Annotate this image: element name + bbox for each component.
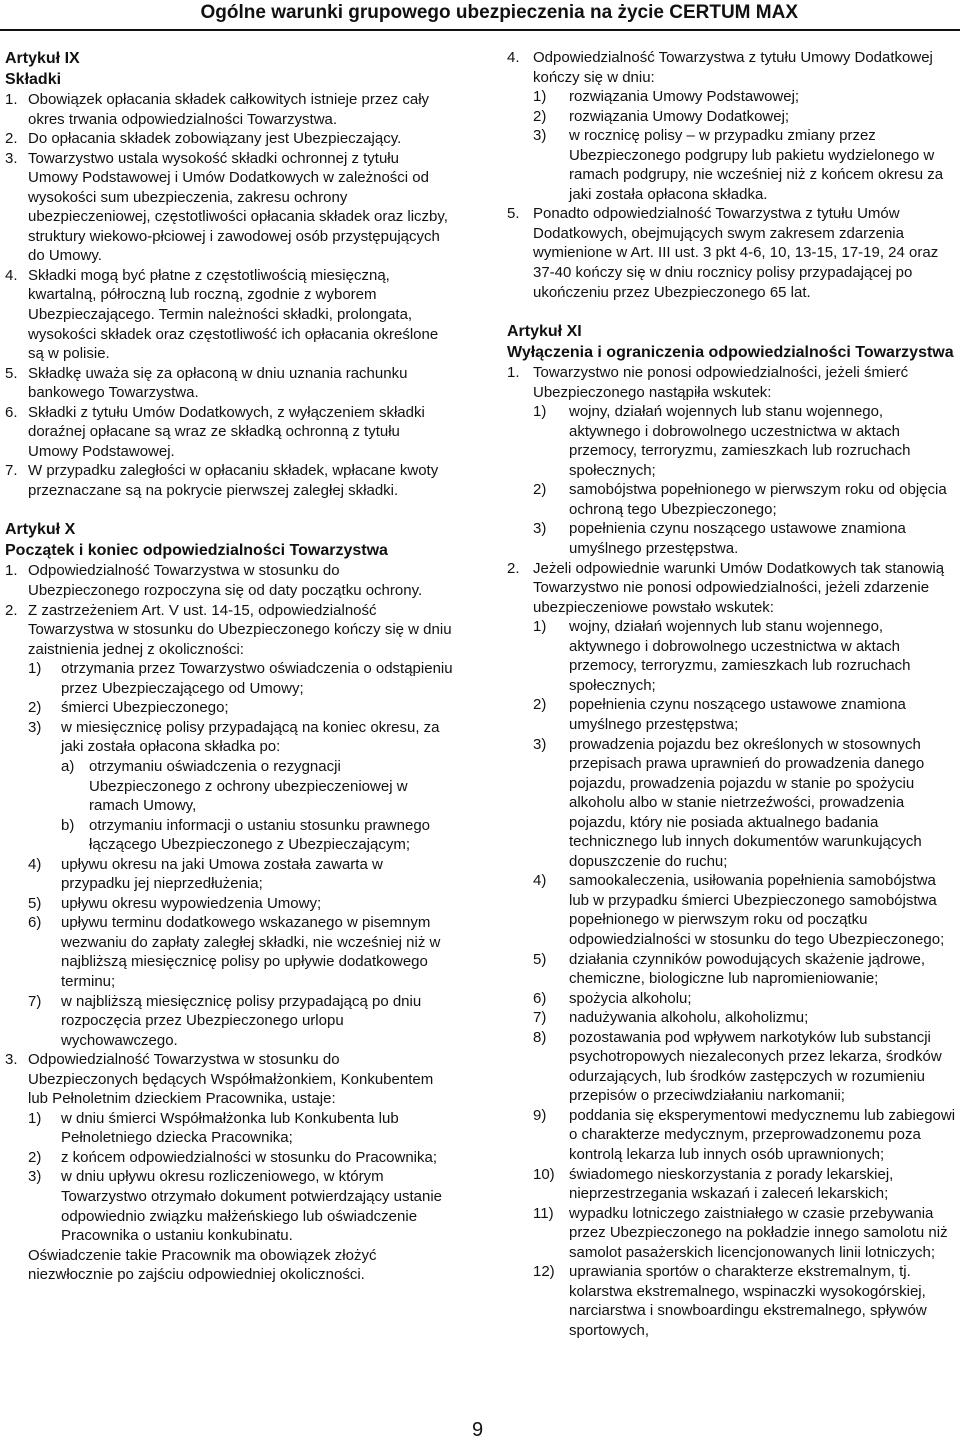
sub-item-number: 1) <box>28 660 42 678</box>
sub-item-number: 5) <box>533 950 547 968</box>
item-text: Składki z tytułu Umów Dodatkowych, z wyłączeniem składki doraźnej opłacane są wraz ze składką ochronną z tytułu Umowy Podstawowej. <box>28 403 425 460</box>
document-title: Ogólne warunki grupowego ubezpieczenia na życie CERTUM MAX <box>200 2 798 23</box>
left-column <box>5 48 453 1285</box>
sub-item-number: 12) <box>533 1263 555 1281</box>
article-9-subheading: Składki <box>5 71 62 88</box>
list-item <box>5 1050 453 1109</box>
sub-item-number: 11) <box>533 1204 554 1222</box>
sub-item-text: rozwiązania Umowy Dodatkowej; <box>569 107 790 125</box>
sub-item <box>507 617 956 695</box>
sub-item-text: działania czynników powodujących skażenie jądrowe, chemiczne, biologiczne lub napromieniowanie; <box>569 950 926 988</box>
sub-item <box>507 1106 956 1165</box>
page-header <box>0 0 960 30</box>
sub-item <box>507 735 956 872</box>
item-number: 4. <box>507 49 520 66</box>
sub-item <box>507 950 956 989</box>
sub-item-number: 2) <box>28 1148 42 1166</box>
sub-item <box>507 1165 956 1204</box>
sub-item-number: 3) <box>533 127 547 145</box>
item-number: 2. <box>5 601 18 619</box>
list-item <box>5 364 453 403</box>
item-text: Składkę uważa się za opłaconą w dniu uznania rachunku bankowego Towarzystwa. <box>28 364 408 402</box>
sub-item-number: 9) <box>533 1106 547 1124</box>
list-item <box>5 90 453 129</box>
sub-item-text: w najbliższą miesięcznicę polisy przypadającą po dniu rozpoczęcia przez Ubezpieczonego urlopu wychowawczego. <box>61 992 422 1049</box>
sub-item-text: samookaleczenia, usiłowania popełnienia samobójstwa lub w przypadku śmierci Ubezpieczonego samobójstwa popełnionego w pierwszym roku od początku odpowiedzialności w stosunku do tego Ubezpieczonego; <box>569 872 945 948</box>
sub-item <box>5 1148 453 1168</box>
item-text: Do opłacania składek zobowiązany jest Ubezpieczający. <box>28 130 402 148</box>
item-number: 1. <box>5 91 18 108</box>
sub-item-number: 3) <box>533 735 547 753</box>
list-item <box>507 363 956 402</box>
item-number: 2. <box>5 130 18 148</box>
sub-item-number: 7) <box>28 992 42 1010</box>
sub-item <box>507 1204 956 1263</box>
item-text: Składki mogą być płatne z częstotliwością miesięczną, kwartalną, półroczną lub roczną, zgodnie z wyborem Ubezpieczającego. Termin należności składki, prolongata, wysokości składek oraz częstotliwość ich opłacania określone są w polisie. <box>28 266 439 363</box>
sub-sub-item-text: otrzymaniu oświadczenia o rezygnacji Ubezpieczonego z ochrony ubezpieczeniowej w ramach Umowy, <box>89 757 408 815</box>
sub-item <box>5 718 453 757</box>
sub-item-text: poddania się eksperymentowi medycznemu lub zabiegowi o charakterze medycznym, przeprowadzonemu poza kontrolą lekarza lub innych osób uprawnionych; <box>569 1106 956 1163</box>
sub-item-text: śmierci Ubezpieczonego; <box>61 699 229 717</box>
sub-sub-item-letter: a) <box>61 757 75 775</box>
item-number: 3. <box>5 149 18 167</box>
sub-item-text: w dniu śmierci Współmałżonka lub Konkubenta lub Pełnoletniego dziecka Pracownika; <box>61 1109 399 1147</box>
sub-item-text: nadużywania alkoholu, alkoholizmu; <box>569 1009 809 1027</box>
item-number: 1. <box>5 562 18 580</box>
sub-item-number: 1) <box>533 403 547 421</box>
sub-item-text: uprawiania sportów o charakterze ekstremalnym, tj. kolarstwa ekstremalnego, wspinaczki wysokogórskiej, narciarstwa i snowboardingu ekstremalnego, spływów sportowych, <box>569 1263 927 1339</box>
item-number: 6. <box>5 403 18 421</box>
sub-item <box>507 519 956 558</box>
sub-item-number: 3) <box>533 520 547 538</box>
list-item <box>5 149 453 266</box>
sub-item-text: prowadzenia pojazdu bez określonych w stosownych przepisach prawa uprawnień do prowadzenia danego pojazdu, prowadzenia pojazdu w stanie po spożyciu alkoholu albo w stanie nietrzeźwości, prowadzenia pojazdu, który nie posiada aktualnego badania technicznego lub innych dokumentów warunkujących dopuszczenie do ruchu; <box>569 735 925 870</box>
item-text: Odpowiedzialność Towarzystwa w stosunku do Ubezpieczonego rozpoczyna się od daty początku ochrony. <box>28 562 423 600</box>
item-number: 7. <box>5 462 18 480</box>
article-11-subheading: Wyłączenia i ograniczenia odpowiedzialności Towarzystwa <box>507 344 954 362</box>
sub-item-number: 2) <box>28 699 42 717</box>
sub-sub-item-letter: b) <box>61 816 75 834</box>
sub-item <box>5 913 453 991</box>
sub-item-text: w dniu upływu okresu rozliczeniowego, w którym Towarzystwo otrzymało dokument potwierdzający ustanie odpowiednio związku małżeńskiego lub oświadczenie Pracownika o ustaniu konkubinatu. <box>61 1168 442 1245</box>
sub-item-number: 10) <box>533 1165 555 1183</box>
sub-item <box>507 989 956 1009</box>
header-rule <box>0 29 960 31</box>
sub-item-text: pozostawania pod wpływem narkotyków lub substancji psychotropowych niezaleconych przez lekarza, środków odurzających, lub środków zastępczych w rozumieniu przepisów o przeciwdziałaniu narkomanii; <box>569 1028 942 1105</box>
sub-item-number: 5) <box>28 894 42 912</box>
sub-item <box>507 480 956 519</box>
article-11-heading: Artykuł XI <box>507 323 582 341</box>
sub-item <box>5 698 453 718</box>
sub-item <box>5 1167 453 1245</box>
sub-item <box>5 855 453 894</box>
item-text: Odpowiedzialność Towarzystwa z tytułu Umowy Dodatkowej kończy się w dniu: <box>533 49 933 86</box>
sub-item-number: 2) <box>533 696 547 714</box>
item-number: 2. <box>507 559 520 577</box>
sub-item <box>507 871 956 949</box>
sub-item-text: w rocznicę polisy – w przypadku zmiany przez Ubezpieczonego podgrupy lub pakietu wydzielonego w ramach podgrupy, nie wcześniej niż z końcem okresu za jaki została opłacona składka. <box>569 127 944 203</box>
sub-item <box>507 107 956 127</box>
sub-item-number: 6) <box>28 914 42 932</box>
sub-item-text: wypadku lotniczego zaistniałego w czasie przebywania przez Ubezpieczonego na pokładzie innego samolotu niż samolot pasażerskich licencjonowanych linii lotniczych; <box>569 1204 948 1261</box>
right-column <box>507 48 956 1340</box>
item-text: Obowiązek opłacania składek całkowitych istnieje przez cały okres trwania odpowiedzialności Towarzystwa. <box>28 91 430 128</box>
sub-item-number: 1) <box>28 1109 42 1127</box>
item-number: 5. <box>5 364 18 382</box>
list-item <box>5 561 453 600</box>
item-number: 3. <box>5 1051 18 1069</box>
item-text: Odpowiedzialność Towarzystwa w stosunku do Ubezpieczonych będących Współmałżonkiem, Konkubentem lub Pełnoletnim dzieckiem Pracownika, ustaje: <box>28 1051 434 1108</box>
sub-item-text: spożycia alkoholu; <box>569 989 692 1007</box>
item-number: 5. <box>507 205 520 223</box>
item-text: Ponadto odpowiedzialność Towarzystwa z tytułu Umów Dodatkowych, obejmujących swym zakresem zdarzenia wymienione w Art. III ust. 3 pkt 4-6, 10, 13-15, 17-19, 24 oraz 37-40 kończy się w dniu rocznicy polisy przypadającej po ukończeniu przez Ubezpieczonego 65 lat. <box>533 205 939 301</box>
sub-item-text: samobójstwa popełnionego w pierwszym roku od objęcia ochroną tego Ubezpieczonego; <box>569 481 947 518</box>
sub-item <box>507 1028 956 1106</box>
sub-item-text: popełnienia czynu noszącego ustawowe znamiona umyślnego przestępstwa. <box>569 520 906 558</box>
sub-sub-item <box>5 816 453 855</box>
article-9-items <box>5 90 453 500</box>
list-item <box>507 559 956 618</box>
item-text: Towarzystwo nie ponosi odpowiedzialności, jeżeli śmierć Ubezpieczonego nastąpiła wskutek: <box>533 364 909 401</box>
sub-item-number: 4) <box>533 872 547 890</box>
article-9-heading: Artykuł IX <box>5 50 80 67</box>
sub-item <box>5 659 453 698</box>
sub-item-number: 7) <box>533 1009 547 1027</box>
sub-item-text: świadomego nieskorzystania z porady lekarskiej, nieprzestrzegania wskazań i zaleceń lekarskich; <box>569 1165 894 1203</box>
sub-item <box>5 894 453 914</box>
list-item <box>507 48 956 87</box>
sub-item <box>5 1109 453 1148</box>
sub-item-number: 2) <box>533 481 547 499</box>
sub-item <box>5 992 453 1051</box>
sub-sub-item <box>5 757 453 816</box>
list-item <box>507 204 956 302</box>
item-text: Jeżeli odpowiednie warunki Umów Dodatkowych tak stanowią Towarzystwo nie ponosi odpowiedzialności, jeżeli zdarzenie ubezpieczeniowe powstało wskutek: <box>533 559 945 616</box>
sub-item-text: w miesięcznicę polisy przypadającą na koniec okresu, za jaki została opłacona składka po: <box>61 718 440 756</box>
sub-sub-item-text: otrzymaniu informacji o ustaniu stosunku prawnego łączącego Ubezpieczonego z Ubezpieczającym; <box>89 816 431 854</box>
sub-item-text: upływu okresu na jaki Umowa została zawarta w przypadku jej nieprzedłużenia; <box>61 855 383 893</box>
list-item <box>5 403 453 462</box>
item-number: 1. <box>507 364 520 382</box>
spacer <box>507 302 956 321</box>
sub-item-text: z końcem odpowiedzialności w stosunku do Pracownika; <box>61 1148 438 1166</box>
sub-item <box>507 87 956 107</box>
sub-item-number: 2) <box>533 107 547 125</box>
item-text: Towarzystwo ustala wysokość składki ochronnej z tytułu Umowy Podstawowej i Umów Dodatkowych w zależności od wysokości sum ubezpieczenia, zakresu ochrony ubezpieczeniowej, częstotliwości opłacania składek oraz liczby, struktury wiekowo-płciowej i zawodowej osób przystępujących do Umowy. <box>28 149 448 265</box>
sub-item-text: otrzymania przez Towarzystwo oświadczenia o odstąpieniu przez Ubezpieczającego od Umowy; <box>61 660 453 697</box>
sub-item-text: popełnienia czynu noszącego ustawowe znamiona umyślnego przestępstwa; <box>569 696 906 733</box>
list-item <box>5 461 453 500</box>
sub-item <box>507 1008 956 1028</box>
item-number: 4. <box>5 266 18 284</box>
article-10-heading: Artykuł X <box>5 521 76 539</box>
sub-item-text: wojny, działań wojennych lub stanu wojennego, aktywnego i dobrowolnego uczestnictwa w aktach przemocy, terroryzmu, zamieszkach lub rozruchach społecznych; <box>569 618 911 694</box>
sub-item-number: 1) <box>533 88 547 106</box>
sub-item <box>507 126 956 204</box>
paragraph-continuation: Oświadczenie takie Pracownik ma obowiązek złożyć niezwłocznie po zajściu odpowiedniej okoliczności. <box>28 1246 377 1284</box>
spacer <box>5 500 453 519</box>
sub-item-number: 6) <box>533 989 547 1007</box>
list-item <box>5 266 453 364</box>
sub-item-number: 3) <box>28 1168 42 1186</box>
list-item <box>5 129 453 149</box>
sub-item-number: 3) <box>28 718 42 736</box>
sub-item-text: upływu okresu wypowiedzenia Umowy; <box>61 894 322 912</box>
page-number: 9 <box>472 1419 484 1441</box>
article-10-subheading: Początek i koniec odpowiedzialności Towarzystwa <box>5 542 388 560</box>
sub-item <box>507 1262 956 1340</box>
sub-item-number: 1) <box>533 618 547 636</box>
list-item <box>5 601 453 660</box>
sub-item-text: upływu terminu dodatkowego wskazanego w pisemnym wezwaniu do zapłaty zaległej składki, nie wcześniej niż w najbliższą miesięcznicę polisy po upływie dodatkowego terminu; <box>61 914 441 990</box>
sub-item-number: 8) <box>533 1028 547 1046</box>
item-text: W przypadku zaległości w opłacaniu składek, wpłacane kwoty przeznaczane są na pokrycie pierwszej zaległej składki. <box>28 462 439 499</box>
item-text: Z zastrzeżeniem Art. V ust. 14-15, odpowiedzialność Towarzystwa w stosunku do Ubezpieczonego kończy się w dniu zaistnienia jednej z okoliczności: <box>28 601 452 658</box>
sub-item-number: 4) <box>28 855 42 873</box>
sub-item-text: rozwiązania Umowy Podstawowej; <box>569 88 800 106</box>
sub-item <box>507 402 956 480</box>
sub-item <box>507 695 956 734</box>
sub-item-text: wojny, działań wojennych lub stanu wojennego, aktywnego i dobrowolnego uczestnictwa w aktach przemocy, terroryzmu, zamieszkach lub rozruchach społecznych; <box>569 403 911 479</box>
